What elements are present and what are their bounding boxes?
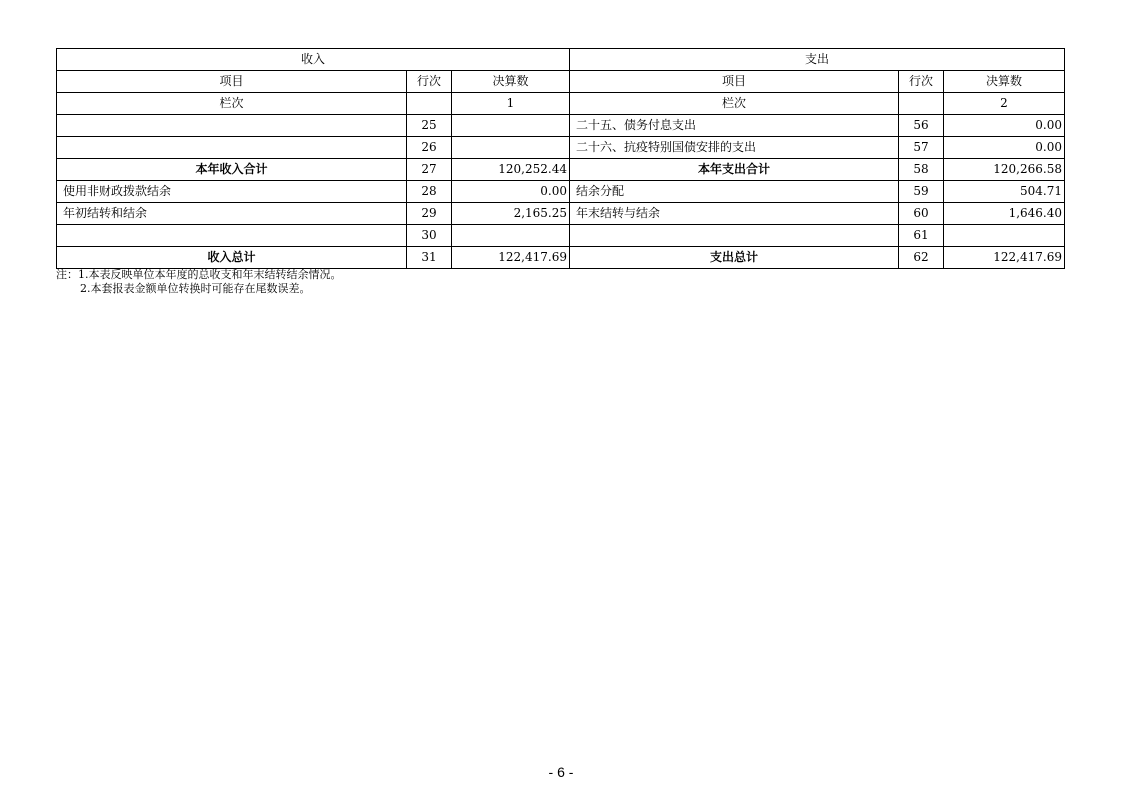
income-item-cell <box>57 115 407 137</box>
expense-amount-cell: 120,266.58 <box>944 159 1065 181</box>
income-amount-header: 决算数 <box>452 71 570 93</box>
income-line-cell: 29 <box>407 203 452 225</box>
expense-amount-header: 决算数 <box>944 71 1065 93</box>
expense-item-cell: 年末结转与结余 <box>570 203 899 225</box>
table-row <box>57 181 1065 203</box>
expense-line-cell: 61 <box>899 225 944 247</box>
income-amount-cell: 0.00 <box>452 181 570 203</box>
table-row-grand-total <box>57 247 1065 269</box>
income-amount-cell: 2,165.25 <box>452 203 570 225</box>
income-item-cell <box>57 137 407 159</box>
income-amount-cell <box>452 137 570 159</box>
income-section-header: 收入 <box>57 49 570 71</box>
income-line-header: 行次 <box>407 71 452 93</box>
income-line-cell: 28 <box>407 181 452 203</box>
table-row <box>57 203 1065 225</box>
income-index-line-cell <box>407 93 452 115</box>
expense-line-cell: 58 <box>899 159 944 181</box>
expense-line-cell: 59 <box>899 181 944 203</box>
expense-line-cell: 62 <box>899 247 944 269</box>
income-item-cell: 使用非财政拨款结余 <box>57 181 407 203</box>
expense-line-cell: 56 <box>899 115 944 137</box>
income-item-cell: 本年收入合计 <box>57 159 407 181</box>
column-index-row <box>57 93 1065 115</box>
table-row-annual-total <box>57 159 1065 181</box>
income-item-cell: 收入总计 <box>57 247 407 269</box>
expense-index-label: 栏次 <box>570 93 899 115</box>
income-amount-cell <box>452 115 570 137</box>
expense-amount-cell: 0.00 <box>944 115 1065 137</box>
column-header-row <box>57 71 1065 93</box>
income-item-header: 项目 <box>57 71 407 93</box>
expense-line-header: 行次 <box>899 71 944 93</box>
expense-line-cell: 60 <box>899 203 944 225</box>
income-amount-cell <box>452 225 570 247</box>
income-line-cell: 25 <box>407 115 452 137</box>
expense-amount-cell: 0.00 <box>944 137 1065 159</box>
income-item-cell <box>57 225 407 247</box>
expense-item-header: 项目 <box>570 71 899 93</box>
table-row <box>57 115 1065 137</box>
expense-item-cell: 二十五、债务付息支出 <box>570 115 899 137</box>
footnote-2: 2.本套报表金额单位转换时可能存在尾数误差。 <box>80 282 311 295</box>
income-line-cell: 30 <box>407 225 452 247</box>
page-number: - 6 - <box>548 764 574 780</box>
income-line-cell: 27 <box>407 159 452 181</box>
table-row <box>57 225 1065 247</box>
income-line-cell: 26 <box>407 137 452 159</box>
expense-item-cell <box>570 225 899 247</box>
income-amount-cell: 120,252.44 <box>452 159 570 181</box>
income-item-cell: 年初结转和结余 <box>57 203 407 225</box>
income-index-label: 栏次 <box>57 93 407 115</box>
income-line-cell: 31 <box>407 247 452 269</box>
expense-item-cell: 支出总计 <box>570 247 899 269</box>
expense-section-header: 支出 <box>570 49 1065 71</box>
expense-amount-cell: 122,417.69 <box>944 247 1065 269</box>
income-expense-table <box>56 48 1065 269</box>
income-index-value: 1 <box>452 93 570 115</box>
expense-line-cell: 57 <box>899 137 944 159</box>
table-row <box>57 137 1065 159</box>
expense-item-cell: 本年支出合计 <box>570 159 899 181</box>
expense-amount-cell: 504.71 <box>944 181 1065 203</box>
footnote-1: 注：1.本表反映单位本年度的总收支和年末结转结余情况。 <box>56 268 342 281</box>
expense-item-cell: 结余分配 <box>570 181 899 203</box>
section-header-row <box>57 49 1065 71</box>
expense-index-value: 2 <box>944 93 1065 115</box>
expense-item-cell: 二十六、抗疫特别国债安排的支出 <box>570 137 899 159</box>
expense-amount-cell <box>944 225 1065 247</box>
expense-amount-cell: 1,646.40 <box>944 203 1065 225</box>
income-amount-cell: 122,417.69 <box>452 247 570 269</box>
expense-index-line-cell <box>899 93 944 115</box>
